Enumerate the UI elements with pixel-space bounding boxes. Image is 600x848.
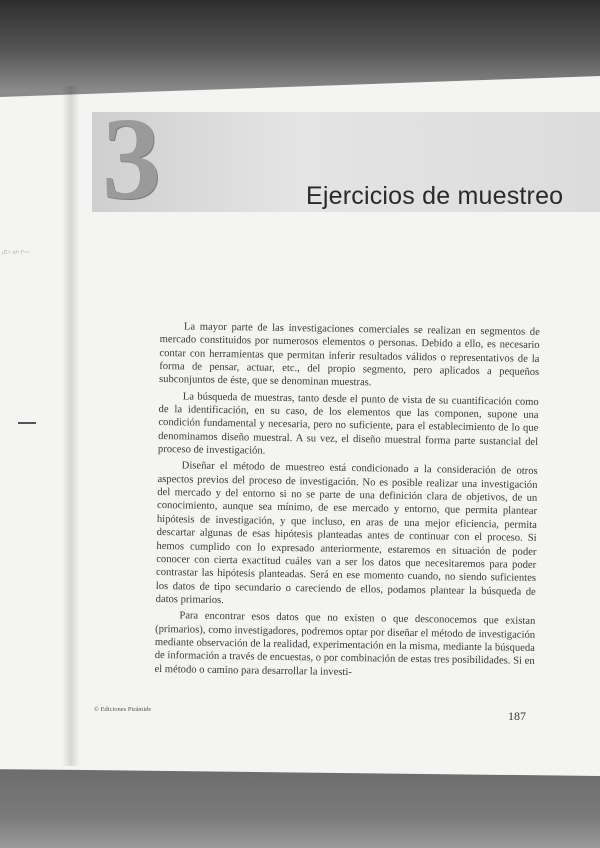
scan-background-top	[0, 0, 600, 92]
margin-dash-mark	[18, 422, 36, 424]
page-gutter-shadow	[62, 86, 80, 766]
chapter-title: Ejercicios de muestreo	[306, 182, 564, 210]
paragraph: Para encontrar esos datos que no existen o que desconocemos que existan (primarios), como investigadores, podremos optar por diseñar el método de investigación mediante observación de la realidad, experimentación en la misma, mediante la búsqueda de información a través de encuestas, o por combinación de estas tres posibilidades. Si en el método o camino para desarrollar la investi-	[154, 610, 536, 678]
chapter-number: 3	[102, 93, 161, 224]
page-number: 187	[508, 709, 526, 723]
publisher-credit: © Ediciones Pirámide	[94, 706, 152, 713]
scan-background-bottom	[0, 770, 600, 848]
paragraph: Diseñar el método de muestreo está condicionado a la consideración de otros aspectos previos del proceso de investigación. No es posible realizar una investigación del mercado y del entorno si no se parte de una definición clara de objetivos, de un conocimiento, aunque sea mínimo, de ese mercado y entorno, que permita plantear hipótesis de investigación, y que incluso, en aras de una mejor eficiencia, permita descartar algunas de esas hipótesis planteadas antes de continuar con el proceso. Si hemos cumplido con lo expresado anteriormente, estaremos en situación de poder conocer con cierta exactitud cuáles van a ser los datos que necesitaremos para poder contrastar las hipótesis planteadas. Será en ese momento cuando, no siendo suficientes los datos de tipo secundario o careciendo de ellos, podamos plantear la búsqueda de datos primarios.	[155, 460, 538, 606]
paragraph: La búsqueda de muestras, tanto desde el punto de vista de su cuantificación como de la identificación, en su caso, de los elementos que las componen, supone una condición fundamental y necesaria, pero no suficiente, para el establecimiento de lo que denominamos diseño muestral. A su vez, el diseño muestral forma parte sustancial del proceso de investigación.	[157, 391, 539, 457]
chapter-body-text	[154, 320, 540, 685]
margin-handwritten-note: ¡C~: s!~ f’~~	[2, 250, 30, 256]
paragraph: La mayor parte de las investigaciones comerciales se realizan en segmentos de mercado constituidos por numerosos elementos o personas. Debido a ello, es necesario contar con herramientas que permitan inferir resultados válidos o representativos de la forma de pensar, actuar, etc., del propio segmento, pero aplicados a pequeños subconjuntos de éste, que se denominan muestras.	[158, 321, 540, 389]
